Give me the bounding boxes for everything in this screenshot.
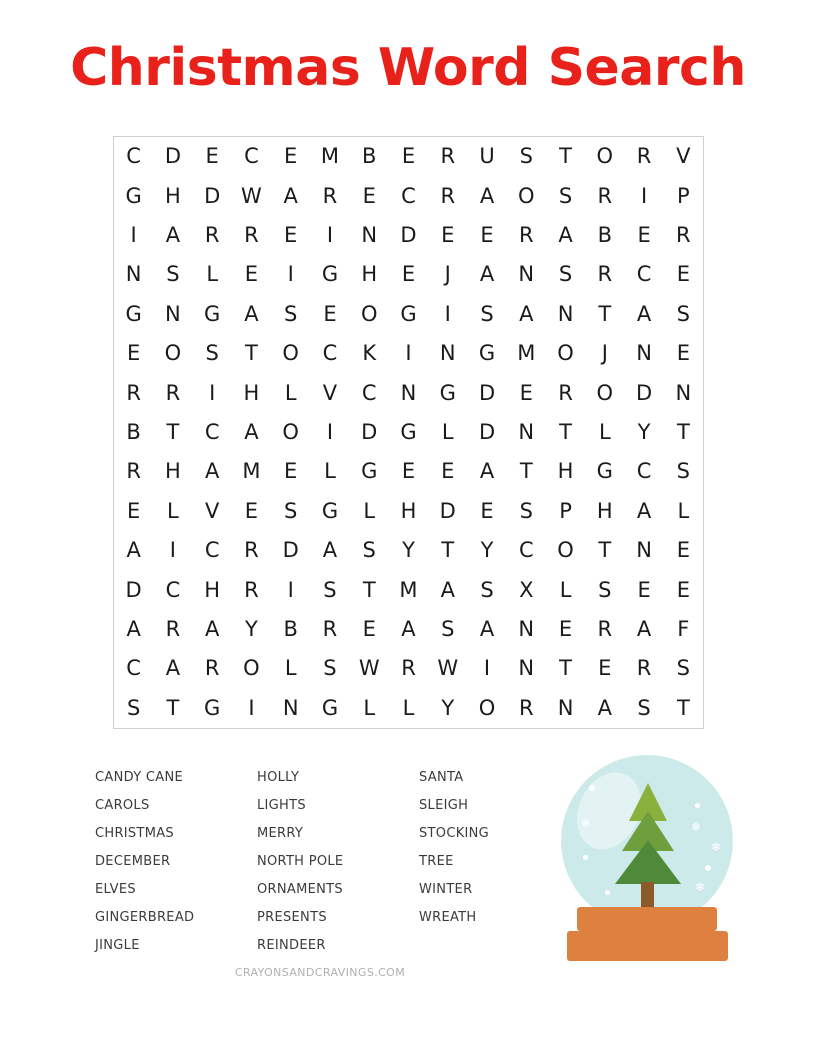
grid-cell: E — [480, 498, 494, 523]
grid-cell: A — [558, 222, 573, 247]
grid-cell: Y — [480, 538, 494, 563]
grid-cell: R — [244, 577, 259, 602]
grid-cell: L — [363, 695, 376, 720]
grid-cell: S — [598, 577, 612, 602]
grid-cell: A — [519, 301, 534, 326]
grid-cell: A — [636, 301, 652, 326]
grid-cell: G — [204, 301, 221, 326]
grid-cell: D — [439, 498, 456, 523]
grid-cell: I — [444, 301, 451, 326]
grid-cell: O — [596, 144, 614, 169]
word-list-column-2 — [257, 770, 419, 966]
grid-cell: N — [557, 695, 574, 720]
grid-cell: E — [284, 144, 298, 169]
grid-cell: F — [677, 616, 690, 641]
grid-cell: L — [441, 419, 454, 444]
word-list-item: MERRY — [257, 826, 304, 841]
grid-cell: T — [598, 301, 612, 326]
christmas-tree-icon — [617, 783, 679, 907]
grid-cell: N — [400, 380, 417, 405]
grid-cell: R — [440, 183, 456, 208]
word-list — [95, 770, 555, 966]
word-list-item: SANTA — [419, 770, 464, 785]
grid-cell: S — [558, 262, 573, 287]
grid-cell: S — [676, 459, 691, 484]
grid-cell: I — [640, 183, 648, 208]
word-list-item: JINGLE — [95, 938, 140, 953]
grid-cell: R — [244, 538, 259, 563]
grid-cell: H — [596, 498, 613, 523]
grid-cell: E — [205, 144, 219, 169]
grid-cell: H — [243, 380, 260, 405]
grid-cell: G — [321, 498, 339, 523]
snowflake-icon: ❄ — [691, 820, 702, 834]
grid-cell: I — [405, 341, 412, 366]
grid-cell: E — [323, 301, 337, 326]
grid-cell: C — [204, 538, 220, 563]
grid-cell: S — [558, 183, 573, 208]
word-list-item: TREE — [419, 854, 454, 869]
grid-cell: E — [676, 262, 690, 287]
grid-cell: T — [441, 538, 455, 563]
grid-cell: G — [596, 459, 613, 484]
grid-cell: E — [637, 577, 651, 602]
grid-cell: I — [287, 577, 294, 602]
grid-cell: R — [204, 656, 220, 681]
word-list-item: CHRISTMAS — [95, 826, 174, 841]
grid-cell: C — [322, 341, 338, 366]
grid-cell: A — [597, 695, 612, 720]
grid-cell: E — [676, 341, 690, 366]
grid-cell: L — [167, 498, 179, 523]
tree-bottom-tier — [615, 840, 681, 884]
grid-cell: C — [126, 656, 141, 681]
grid-cell: S — [519, 498, 533, 523]
grid-cell: I — [326, 222, 334, 247]
grid-cell: I — [483, 656, 491, 681]
grid-cell: X — [519, 577, 534, 602]
grid-cell: B — [126, 419, 141, 444]
grid-cell: R — [636, 144, 652, 169]
grid-cell: O — [518, 183, 535, 208]
grid-cell: J — [601, 341, 608, 366]
grid-cell: I — [209, 380, 216, 405]
grid-cell: E — [676, 577, 690, 602]
grid-cell: A — [636, 616, 652, 641]
grid-cell: A — [204, 616, 220, 641]
grid-cell: A — [126, 616, 141, 641]
grid-cell: N — [675, 380, 692, 405]
grid-cell: S — [441, 616, 455, 641]
grid-cell: N — [282, 695, 299, 720]
grid-cell: S — [126, 695, 141, 720]
word-list-item: STOCKING — [419, 826, 490, 841]
grid-cell: L — [677, 498, 690, 523]
page-title: Christmas Word Search — [70, 38, 746, 98]
grid-cell: A — [636, 498, 652, 523]
grid-cell: B — [283, 616, 298, 641]
grid-cell: I — [169, 538, 176, 563]
grid-cell: R — [244, 222, 259, 247]
grid-cell: O — [282, 419, 299, 444]
grid-cell: C — [636, 262, 652, 287]
grid-cell: D — [125, 577, 142, 602]
grid-cell: C — [361, 380, 377, 405]
grid-cell: D — [400, 222, 417, 247]
site-credit: CRAYONSANDCRAVINGS.COM — [234, 966, 406, 979]
grid-cell: S — [166, 262, 180, 287]
snow-dot — [583, 855, 588, 860]
grid-cell: E — [441, 222, 455, 247]
letter-grid — [114, 137, 703, 728]
grid-cell: E — [284, 222, 298, 247]
grid-cell: A — [322, 538, 338, 563]
grid-cell: H — [361, 262, 378, 287]
word-list-item: GINGERBREAD — [95, 910, 195, 925]
grid-cell: S — [480, 301, 494, 326]
word-list-item: LIGHTS — [257, 798, 306, 813]
grid-cell: A — [204, 459, 220, 484]
grid-cell: U — [479, 144, 495, 169]
grid-cell: R — [165, 380, 181, 405]
grid-cell: N — [636, 538, 652, 563]
grid-cell: O — [557, 341, 574, 366]
grid-cell: G — [400, 419, 417, 444]
grid-cell: G — [361, 459, 378, 484]
grid-cell: R — [558, 380, 573, 405]
grid-cell: C — [401, 183, 416, 208]
word-list-item: ORNAMENTS — [257, 882, 343, 897]
word-list-column-1 — [95, 770, 257, 966]
grid-cell: E — [519, 380, 533, 405]
grid-cell: T — [559, 656, 572, 681]
grid-cell: P — [677, 183, 690, 208]
grid-cell: B — [597, 222, 613, 247]
grid-cell: A — [440, 577, 455, 602]
grid-cell: Y — [637, 419, 651, 444]
grid-cell: J — [444, 262, 451, 287]
grid-cell: E — [401, 459, 416, 484]
grid-cell: C — [126, 144, 141, 169]
grid-cell: L — [402, 695, 415, 720]
grid-cell: N — [557, 301, 574, 326]
grid-cell: G — [125, 183, 142, 208]
grid-cell: N — [518, 262, 535, 287]
grid-cell: R — [204, 222, 220, 247]
grid-cell: L — [559, 577, 572, 602]
grid-cell: S — [323, 656, 337, 681]
grid-cell: A — [126, 538, 141, 563]
grid-cell: T — [245, 341, 258, 366]
grid-cell: V — [676, 144, 691, 169]
grid-cell: T — [598, 538, 612, 563]
grid-cell: R — [126, 459, 141, 484]
grid-cell: Y — [441, 695, 455, 720]
grid-cell: V — [204, 498, 220, 523]
word-list-item: NORTH POLE — [257, 854, 344, 869]
grid-cell: L — [363, 498, 376, 523]
grid-cell: O — [282, 341, 299, 366]
word-list-item: WINTER — [419, 882, 473, 897]
grid-cell: M — [517, 341, 536, 366]
grid-cell: L — [598, 419, 611, 444]
grid-cell: L — [324, 459, 336, 484]
word-list-item: ELVES — [95, 882, 136, 897]
snow-dot — [605, 890, 610, 895]
grid-cell: S — [362, 538, 376, 563]
grid-cell: Y — [402, 538, 415, 563]
grid-cell: E — [362, 183, 376, 208]
snowflake-icon: ❄ — [695, 880, 706, 894]
grid-cell: E — [480, 222, 494, 247]
grid-cell: E — [362, 616, 376, 641]
grid-cell: S — [637, 695, 651, 720]
snow-dot — [695, 803, 700, 808]
grid-cell: R — [597, 262, 613, 287]
grid-cell: P — [559, 498, 572, 523]
grid-cell: A — [401, 616, 416, 641]
grid-cell: T — [519, 459, 533, 484]
grid-cell: E — [284, 459, 298, 484]
grid-cell: O — [164, 341, 182, 366]
grid-cell: O — [478, 695, 496, 720]
word-search-grid — [113, 136, 704, 729]
globe-base-lower — [567, 931, 728, 961]
snowflake-icon: ❄ — [581, 816, 592, 830]
grid-cell: G — [400, 301, 417, 326]
grid-cell: O — [243, 656, 260, 681]
grid-cell: R — [518, 695, 534, 720]
grid-cell: N — [636, 341, 652, 366]
grid-cell: S — [676, 301, 691, 326]
grid-cell: M — [399, 577, 418, 602]
grid-cell: S — [676, 656, 691, 681]
globe-base-upper — [577, 907, 717, 931]
grid-cell: S — [323, 577, 337, 602]
grid-cell: A — [479, 616, 495, 641]
grid-cell: T — [559, 144, 572, 169]
grid-cell: L — [284, 656, 297, 681]
grid-cell: M — [320, 144, 340, 169]
grid-cell: S — [205, 341, 219, 366]
grid-cell: D — [478, 419, 496, 444]
grid-cell: A — [479, 459, 495, 484]
grid-cell: R — [126, 380, 141, 405]
grid-cell: D — [282, 538, 299, 563]
grid-cell: R — [597, 183, 613, 208]
grid-cell: T — [166, 419, 180, 444]
grid-cell: G — [439, 380, 456, 405]
grid-cell: R — [322, 616, 338, 641]
grid-cell: A — [479, 183, 495, 208]
grid-cell: I — [130, 222, 137, 247]
grid-cell: H — [165, 183, 181, 208]
grid-cell: E — [126, 498, 141, 523]
grid-cell: M — [242, 459, 261, 484]
grid-cell: E — [401, 144, 416, 169]
snow-globe-illustration — [545, 755, 755, 970]
snow-dot — [589, 785, 595, 791]
grid-cell: G — [321, 262, 339, 287]
grid-cell: C — [244, 144, 259, 169]
grid-cell: V — [322, 380, 338, 405]
grid-cell: T — [676, 695, 690, 720]
word-list-item: WREATH — [419, 910, 477, 925]
grid-cell: C — [204, 419, 220, 444]
grid-cell: R — [440, 144, 456, 169]
grid-cell: A — [165, 656, 181, 681]
word-list-item: PRESENTS — [257, 910, 327, 925]
grid-cell: D — [204, 183, 221, 208]
grid-cell: E — [401, 262, 416, 287]
grid-cell: O — [360, 301, 378, 326]
grid-cell: R — [322, 183, 338, 208]
grid-cell: E — [441, 459, 455, 484]
grid-cell: T — [559, 419, 572, 444]
grid-cell: R — [401, 656, 416, 681]
grid-cell: N — [439, 341, 456, 366]
grid-cell: N — [518, 419, 535, 444]
tree-trunk — [641, 882, 654, 908]
grid-cell: G — [478, 341, 496, 366]
grid-cell: O — [557, 538, 574, 563]
word-list-item: DECEMBER — [95, 854, 171, 869]
grid-cell: C — [165, 577, 181, 602]
grid-cell: O — [596, 380, 614, 405]
grid-cell: T — [362, 577, 376, 602]
grid-cell: A — [165, 222, 181, 247]
grid-cell: R — [636, 656, 652, 681]
grid-cell: C — [518, 538, 534, 563]
grid-cell: G — [204, 695, 221, 720]
grid-cell: I — [248, 695, 255, 720]
grid-cell: E — [244, 498, 259, 523]
grid-cell: H — [204, 577, 221, 602]
word-list-item: CANDY CANE — [95, 770, 183, 785]
grid-cell: N — [165, 301, 181, 326]
grid-cell: D — [636, 380, 653, 405]
grid-cell: L — [206, 262, 219, 287]
grid-cell: E — [598, 656, 612, 681]
grid-cell: E — [637, 222, 651, 247]
grid-cell: E — [126, 341, 141, 366]
grid-cell: S — [284, 498, 298, 523]
grid-cell: D — [478, 380, 496, 405]
grid-cell: T — [166, 695, 180, 720]
word-list-item: HOLLY — [257, 770, 300, 785]
grid-cell: H — [557, 459, 574, 484]
word-list-item: CAROLS — [95, 798, 150, 813]
grid-cell: N — [361, 222, 378, 247]
grid-cell: L — [284, 380, 297, 405]
grid-cell: S — [480, 577, 494, 602]
grid-cell: A — [479, 262, 495, 287]
grid-cell: R — [676, 222, 691, 247]
grid-cell: R — [518, 222, 534, 247]
grid-cell: B — [362, 144, 377, 169]
grid-cell: R — [597, 616, 613, 641]
grid-cell: I — [287, 262, 294, 287]
grid-cell: A — [244, 419, 259, 444]
grid-cell: G — [125, 301, 142, 326]
word-list-item: REINDEER — [257, 938, 326, 953]
grid-cell: W — [241, 183, 262, 208]
grid-cell: A — [244, 301, 259, 326]
grid-cell: W — [358, 656, 380, 681]
grid-cell: T — [676, 419, 690, 444]
grid-cell: G — [321, 695, 339, 720]
grid-cell: D — [164, 144, 181, 169]
grid-cell: N — [125, 262, 142, 287]
grid-cell: R — [165, 616, 181, 641]
snowflake-icon: ❄ — [711, 840, 722, 854]
grid-cell: K — [362, 341, 377, 366]
grid-cell: E — [244, 262, 259, 287]
grid-cell: S — [519, 144, 533, 169]
word-list-item: SLEIGH — [419, 798, 469, 813]
grid-cell: H — [400, 498, 417, 523]
snow-dot — [705, 865, 711, 871]
grid-cell: D — [361, 419, 378, 444]
grid-cell: C — [636, 459, 652, 484]
grid-cell: N — [518, 616, 535, 641]
grid-cell: N — [518, 656, 535, 681]
word-list-column-3 — [419, 770, 549, 966]
grid-cell: H — [165, 459, 181, 484]
grid-cell: E — [558, 616, 573, 641]
grid-cell: A — [283, 183, 298, 208]
grid-cell: S — [284, 301, 298, 326]
grid-cell: E — [676, 538, 690, 563]
grid-cell: W — [437, 656, 459, 681]
grid-cell: I — [326, 419, 334, 444]
grid-cell: Y — [245, 616, 258, 641]
